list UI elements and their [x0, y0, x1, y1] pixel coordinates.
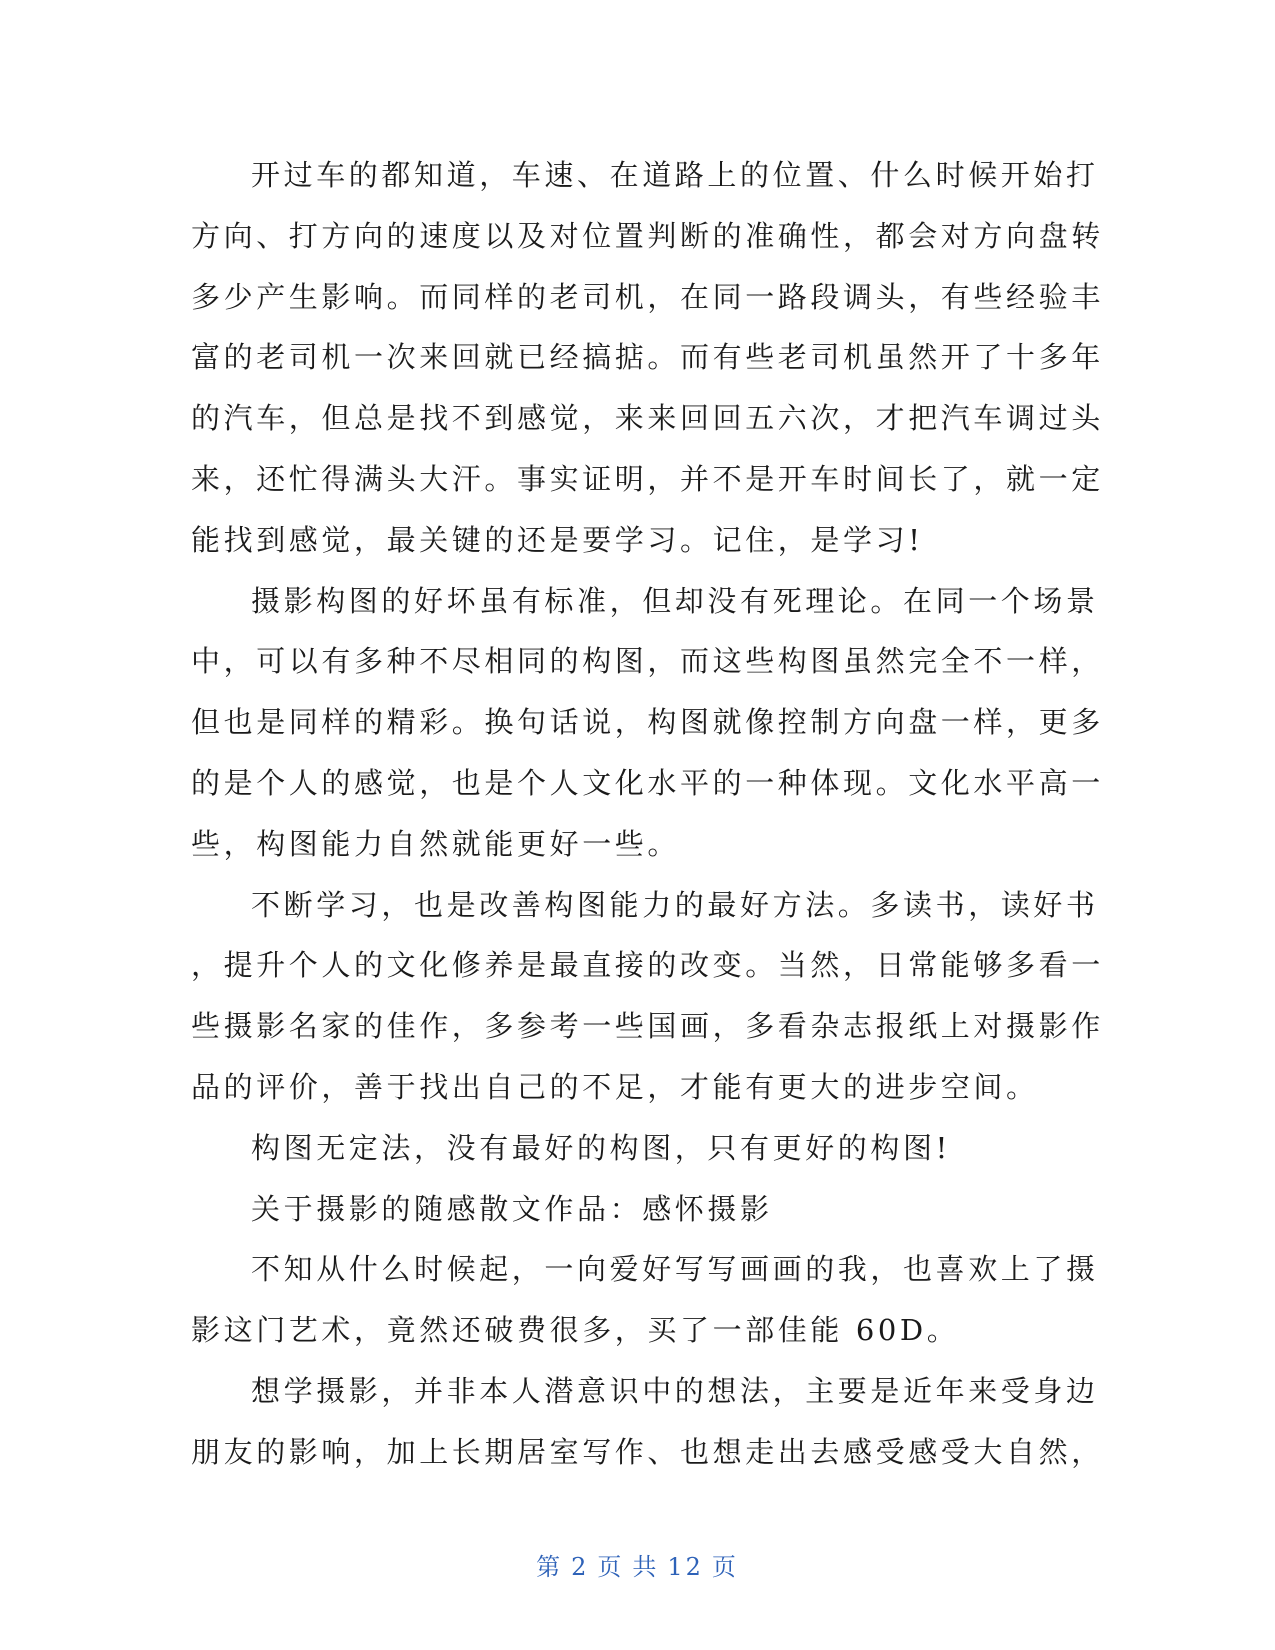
footer-total-prefix: 共 — [632, 1553, 660, 1581]
page-footer — [0, 1547, 1275, 1582]
current-page-number: 2 — [571, 1553, 590, 1581]
text-line: 朋友的影响，加上长期居室写作、也想走出去感受感受大自然， — [191, 1434, 1104, 1469]
text-line: 不断学习，也是改善构图能力的最好方法。多读书，读好书 — [251, 887, 1099, 922]
section-heading: 关于摄影的随感散文作品：感怀摄影 — [251, 1191, 773, 1226]
text-line: 能找到感觉，最关键的还是要学习。记住，是学习! — [191, 522, 924, 557]
text-line: 开过车的都知道，车速、在道路上的位置、什么时候开始打 — [251, 158, 1099, 192]
footer-page-label: 页 — [597, 1553, 625, 1581]
text-line: 来，还忙得满头大汗。事实证明，并不是开车时间长了，就一定 — [191, 461, 1104, 496]
text-line: 些，构图能力自然就能更好一些。 — [191, 826, 681, 861]
text-line: 摄影构图的好坏虽有标准，但却没有死理论。在同一个场景 — [251, 583, 1099, 618]
text-line: 但也是同样的精彩。换句话说，构图就像控制方向盘一样，更多 — [191, 705, 1104, 740]
text-line: 品的评价，善于找出自己的不足，才能有更大的进步空间。 — [191, 1069, 1039, 1104]
text-line: 不知从什么时候起，一向爱好写写画画的我，也喜欢上了摄 — [251, 1252, 1099, 1287]
text-line: 中，可以有多种不尽相同的构图，而这些构图虽然完全不一样， — [191, 644, 1104, 679]
text-line: 些摄影名家的佳作，多参考一些国画，多看杂志报纸上对摄影作 — [191, 1009, 1104, 1044]
document-body — [191, 145, 1104, 1483]
text-line: 构图无定法，没有最好的构图，只有更好的构图! — [251, 1130, 951, 1165]
text-line: ，提升个人的文化修养是最直接的改变。当然，日常能够多看一 — [191, 948, 1104, 983]
text-line: 富的老司机一次来回就已经搞掂。而有些老司机虽然开了十多年 — [191, 340, 1104, 375]
text-line: 的是个人的感觉，也是个人文化水平的一种体现。文化水平高一 — [191, 765, 1104, 800]
footer-prefix: 第 — [536, 1553, 564, 1581]
total-pages-number: 12 — [667, 1553, 704, 1581]
footer-total-label: 页 — [711, 1553, 739, 1581]
text-line: 想学摄影，并非本人潜意识中的想法，主要是近年来受身边 — [251, 1373, 1099, 1408]
text-line: 多少产生影响。而同样的老司机，在同一路段调头，有些经验丰 — [191, 279, 1104, 314]
text-line: 影这门艺术，竟然还破费很多，买了一部佳能 60D。 — [191, 1313, 960, 1348]
text-line: 方向、打方向的速度以及对位置判断的准确性，都会对方向盘转 — [191, 218, 1104, 253]
text-line: 的汽车，但总是找不到感觉，来来回回五六次，才把汽车调过头 — [191, 401, 1104, 436]
